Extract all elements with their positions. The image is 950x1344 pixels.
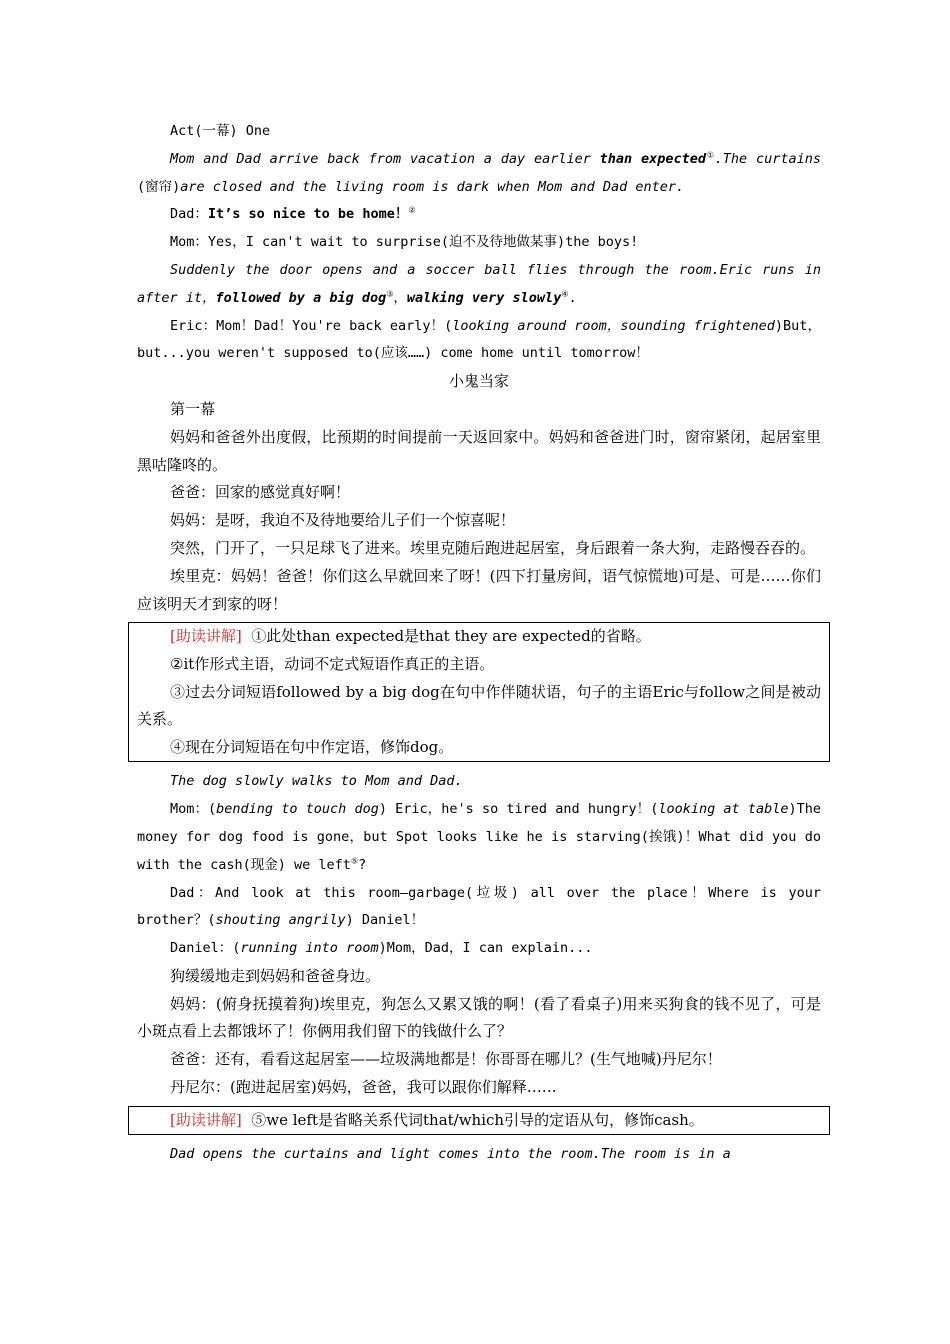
reading-note-box-1 [128, 622, 830, 762]
note-line: ③过去分词短语followed by a big dog在句中作伴随状语，句子的主语Eric与follow之间是被动关系。 [137, 682, 821, 729]
note-tag: [助读讲解] [170, 627, 242, 646]
stage-direction-2: Suddenly the door opens and a soccer ball flies through the room.Eric runs in after it，followed by a big dog③，walking very slowly④. [137, 261, 821, 306]
daniel-line-1: Daniel：(running into room)Mom，Dad，I can explain... [170, 940, 593, 957]
chinese-paragraph: 突然，门开了，一只足球飞了进来。埃里克随后跑进起居室，身后跟着一条大狗，走路慢吞吞的。 [170, 538, 816, 557]
footnote-ref-2: ② [408, 205, 416, 215]
stage-direction-3: The dog slowly walks to Mom and Dad. [170, 773, 463, 790]
act-heading: Act(一幕) One [170, 123, 271, 139]
chinese-title: 小鬼当家 [448, 372, 509, 391]
dad-line-1: Dad：It’s so nice to be home！② [170, 205, 416, 223]
mom-line-2: Mom：(bending to touch dog) Eric，he's so tired and hungry！(looking at table)The money for dog food is gone，but Spot looks like he is starving(挨饿)！What did you do with the cash(现金) we left⑤? [137, 801, 821, 873]
chinese-paragraph: 埃里克：妈妈！爸爸！你们这么早就回来了呀！(四下打量房间，语气惊慌地)可是、可是……你们应该明天才到家的呀！ [137, 566, 821, 613]
footnote-ref-1: ① [706, 150, 715, 160]
chinese-paragraph: 丹尼尔：(跑进起居室)妈妈，爸爸，我可以跟你们解释…… [170, 1078, 557, 1097]
chinese-paragraph: 狗缓缓地走到妈妈和爸爸身边。 [170, 966, 381, 985]
chinese-act: 第一幕 [170, 399, 216, 418]
note-line: ④现在分词短语在句中作定语，修饰dog。 [170, 737, 454, 756]
chinese-paragraph: 妈妈：是呀，我迫不及待地要给儿子们一个惊喜呢！ [170, 511, 516, 530]
chinese-paragraph: 爸爸：回家的感觉真好啊！ [170, 483, 351, 502]
note-line: [助读讲解] ⑤we left是省略关系代词that/which引导的定语从句，修饰cash。 [170, 1110, 704, 1129]
note-line: ②it作形式主语，动词不定式短语作真正的主语。 [170, 654, 495, 673]
eric-line-1: Eric：Mom！Dad！You're back early！(looking around room，sounding frightened)But，but...you weren't supposed to(应该……) come home until tomorrow！ [137, 317, 821, 362]
reading-note-box-2 [128, 1106, 830, 1136]
document-body [137, 118, 821, 1169]
stage-direction-4: Dad opens the curtains and light comes into the room.The room is in a [170, 1146, 731, 1163]
chinese-paragraph: 妈妈和爸爸外出度假，比预期的时间提前一天返回家中。妈妈和爸爸进门时，窗帘紧闭，起居室里黑咕隆咚的。 [137, 427, 821, 474]
mom-line-1: Mom：Yes，I can't wait to surprise(迫不及待地做某事)the boys! [170, 234, 639, 251]
stage-direction-1: Mom and Dad arrive back from vacation a day earlier than expected①.The curtains (窗帘)are closed and the living room is dark when Mom and Dad enter. [137, 150, 821, 195]
note-line: [助读讲解] ①此处than expected是that they are expected的省略。 [170, 627, 651, 646]
note-tag: [助读讲解] [170, 1110, 242, 1129]
dad-line-2: Dad：And look at this room—garbage(垃圾) all over the place！Where is your brother？(shouting angrily) Daniel！ [137, 884, 821, 929]
chinese-paragraph: 妈妈：(俯身抚摸着狗)埃里克，狗怎么又累又饿的啊！(看了看桌子)用来买狗食的钱不见了，可是小斑点看上去都饿坏了！你俩用我们留下的钱做什么了？ [137, 994, 821, 1041]
chinese-paragraph: 爸爸：还有，看看这起居室——垃圾满地都是！你哥哥在哪儿？(生气地喊)丹尼尔！ [170, 1050, 722, 1069]
